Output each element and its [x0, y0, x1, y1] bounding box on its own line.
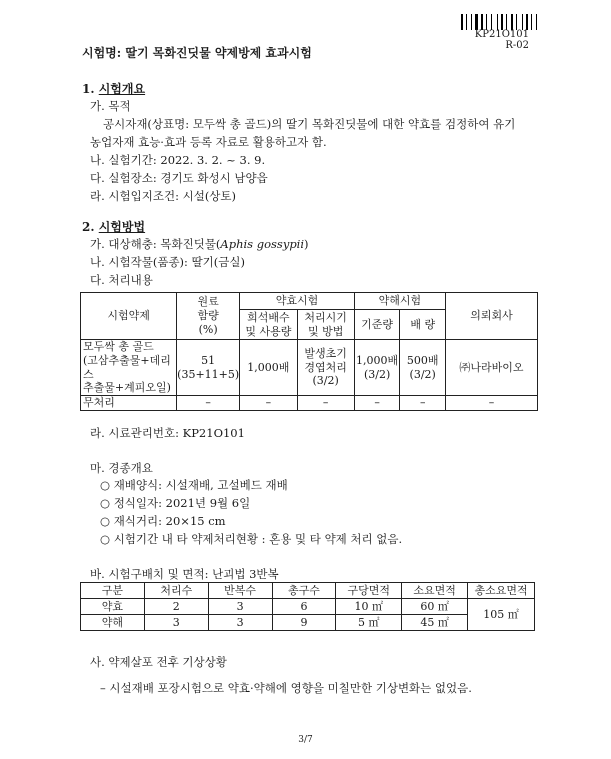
- cultivation-item: ○ 재식거리: 20×15 cm: [100, 514, 226, 528]
- barcode-bar: [466, 14, 467, 30]
- row1-name-line1: 모두싹 총 골드: [83, 340, 154, 353]
- row2-double-dose: –: [400, 396, 446, 411]
- plot-cell: 3: [208, 599, 272, 615]
- plot-header-cell: 구분: [81, 583, 145, 599]
- plot-cell: 2: [144, 599, 208, 615]
- plot-cell: 3: [208, 615, 272, 631]
- barcode-bar: [533, 14, 535, 30]
- header-raw-content: [177, 293, 240, 340]
- plot-layout: 바. 시험구배치 및 면적: 난괴법 3반복: [90, 567, 279, 581]
- barcode-bar: [531, 14, 532, 30]
- header-timing-line1: 처리시기: [304, 310, 347, 324]
- cultivation-item-text: 재식거리: 20×15 cm: [113, 514, 226, 528]
- header-raw-line2: 함량: [197, 309, 219, 323]
- barcode-bar: [461, 14, 463, 30]
- barcode-bar: [491, 14, 492, 30]
- plot-cell: 45 ㎡: [402, 615, 468, 631]
- test-period: 나. 실험기간: 2022. 3. 2. ~ 3. 9.: [90, 153, 266, 167]
- target-pest-scientific-name: Aphis gossypii: [220, 237, 305, 251]
- test-site-condition: 라. 시험입지조건: 시설(상토): [90, 189, 237, 203]
- cultivation-item-text: 정식일자: 2021년 9월 6일: [113, 496, 251, 510]
- cultivation-heading: 마. 경종개요: [90, 461, 153, 475]
- barcode-bar: [501, 14, 503, 30]
- plot-cell: 9: [272, 615, 336, 631]
- row1-content-line1: 51: [201, 353, 216, 367]
- treatment-table: [80, 292, 538, 411]
- barcode-bar: [536, 14, 537, 30]
- header-dilution: [240, 310, 297, 340]
- barcode-bar: [529, 14, 530, 30]
- purpose-label: 가. 목적: [90, 99, 131, 113]
- barcode-bar: [524, 14, 525, 30]
- barcode-bar: [486, 14, 487, 30]
- header-standard-dose: 기준량: [354, 310, 400, 340]
- row1-double-dose: [400, 340, 446, 396]
- barcode-bar: [526, 14, 528, 30]
- sample-id: 라. 시료관리번호: KP21O101: [90, 426, 245, 440]
- barcode-graphic: [461, 14, 543, 30]
- barcode-bar: [484, 14, 485, 30]
- plot-cell: 60 ㎡: [402, 599, 468, 615]
- row1-std-line1: 1,000배: [356, 353, 399, 367]
- table-row: [81, 615, 535, 631]
- barcode-bar: [506, 14, 507, 30]
- header-raw-line1: 원료: [197, 295, 219, 309]
- row1-timing-line2: 경엽처리: [304, 360, 347, 374]
- row2-content: –: [177, 396, 240, 411]
- plot-cell: 5 ㎡: [336, 615, 402, 631]
- header-raw-line3: (%): [198, 322, 218, 336]
- treatment-label: 다. 처리내용: [90, 273, 153, 287]
- barcode-bar: [508, 14, 510, 30]
- row2-company: –: [445, 396, 537, 411]
- barcode-bar: [493, 14, 496, 30]
- barcode-bar: [511, 14, 513, 30]
- header-phytotoxicity: 약해시험: [354, 293, 445, 310]
- plot-cell: 약효: [81, 599, 145, 615]
- header-dilution-line2: 및 사용량: [245, 324, 292, 338]
- header-company: 의뢰회사: [445, 293, 537, 340]
- weather-heading: 사. 약제살포 전후 기상상황: [90, 655, 227, 669]
- purpose-text-1: 공시자재(상표명: 모두싹 총 골드)의 딸기 목화진딧물에 대한 약효를 검정하여 유기: [103, 117, 516, 131]
- row1-standard-dose: [354, 340, 400, 396]
- section-2-heading: [82, 218, 145, 235]
- plot-header-cell: 구당면적: [336, 583, 402, 599]
- barcode-bar: [522, 14, 523, 30]
- plot-table: [80, 582, 535, 631]
- row1-std-line2: (3/2): [363, 367, 391, 381]
- row2-agent-name: 무처리: [81, 396, 177, 411]
- barcode-bar: [479, 14, 480, 30]
- section-1-heading: [82, 80, 145, 97]
- header-dilution-line1: 희석배수: [247, 310, 290, 324]
- barcode-bar: [538, 14, 539, 30]
- weather-note: – 시설재배 포장시험으로 약효·약해에 영향을 미칠만한 기상변화는 없었음.: [100, 681, 472, 695]
- cultivation-item: ○ 시험기간 내 타 약제처리현황 : 혼용 및 타 약제 처리 없음.: [100, 532, 403, 546]
- test-location: 다. 실험장소: 경기도 화성시 남양읍: [90, 171, 268, 185]
- revision-code: R-02: [505, 40, 529, 51]
- plot-header-cell: 소요면적: [402, 583, 468, 599]
- target-pest: [90, 236, 309, 252]
- table-row: [81, 599, 535, 615]
- barcode-bar: [481, 14, 483, 30]
- row1-dilution: 1,000배: [240, 340, 297, 396]
- header-efficacy: 약효시험: [240, 293, 355, 310]
- barcode-bar: [499, 14, 500, 30]
- barcode-bar: [473, 14, 474, 30]
- barcode-bar: [475, 14, 478, 30]
- barcode-bar: [497, 14, 498, 30]
- row1-name-line2: (고삼추출물+데리스: [83, 353, 171, 381]
- plot-header-cell: 처리수: [144, 583, 208, 599]
- document-code: KP21O101: [474, 29, 529, 40]
- header-timing-line2: 및 방법: [307, 324, 344, 338]
- cultivation-item: ○ 정식일자: 2021년 9월 6일: [100, 496, 251, 510]
- row1-timing-line3: (3/2): [312, 374, 339, 388]
- page-number: 3/7: [298, 735, 313, 745]
- row2-standard-dose: –: [354, 396, 400, 411]
- cultivation-item-text: 시험기간 내 타 약제처리현황 : 혼용 및 타 약제 처리 없음.: [113, 532, 403, 546]
- section-2-title: 시험방법: [98, 220, 146, 234]
- row1-timing: [297, 340, 354, 396]
- header-agent: 시험약제: [81, 293, 177, 340]
- header-timing: [297, 310, 354, 340]
- barcode-bar: [488, 14, 490, 30]
- barcode-bar: [516, 14, 517, 30]
- barcode-bar: [464, 14, 465, 30]
- section-1-number: 1.: [82, 82, 95, 96]
- test-crop: 나. 시험작물(품종): 딸기(금실): [90, 255, 245, 269]
- row1-dbl-line1: 500배: [406, 353, 439, 367]
- header-double-dose: 배 량: [400, 310, 446, 340]
- row1-content-line2: (35+11+5): [177, 367, 240, 381]
- row1-timing-line1: 발생초기: [304, 346, 347, 360]
- cultivation-item-text: 재배양식: 시설재배, 고설베드 재배: [113, 478, 288, 492]
- plot-header-cell: 총구수: [272, 583, 336, 599]
- barcode-bar: [514, 14, 515, 30]
- plot-cell: 3: [144, 615, 208, 631]
- row2-dilution: –: [240, 396, 297, 411]
- target-pest-suffix: ): [304, 237, 309, 251]
- plot-cell: 10 ㎡: [336, 599, 402, 615]
- cultivation-item: ○ 재배양식: 시설재배, 고설베드 재배: [100, 478, 288, 492]
- row1-dbl-line2: (3/2): [409, 367, 436, 381]
- section-2-number: 2.: [82, 220, 95, 234]
- row1-agent-name: [81, 340, 177, 396]
- barcode-bar: [504, 14, 505, 30]
- row2-timing: –: [297, 396, 354, 411]
- row1-company: ㈜나라바이오: [445, 340, 537, 396]
- document-title: 시험명: 딸기 목화진딧물 약제방제 효과시험: [82, 46, 312, 60]
- barcode-bar: [518, 14, 521, 30]
- section-1-title: 시험개요: [98, 82, 146, 96]
- plot-header-cell: 총소요면적: [468, 583, 535, 599]
- plot-total-area: 105 ㎡: [468, 599, 535, 631]
- purpose-text-2: 농업자재 효능·효과 등록 자료로 활용하고자 함.: [90, 135, 327, 149]
- target-pest-prefix: 가. 대상해충: 목화진딧물(: [90, 237, 221, 251]
- plot-header-cell: 반복수: [208, 583, 272, 599]
- barcode-bar: [468, 14, 470, 30]
- row1-name-line3: 추출물+계피오일): [83, 381, 171, 395]
- plot-cell: 약해: [81, 615, 145, 631]
- barcode-bar: [471, 14, 472, 30]
- plot-cell: 6: [272, 599, 336, 615]
- row1-content: [177, 340, 240, 396]
